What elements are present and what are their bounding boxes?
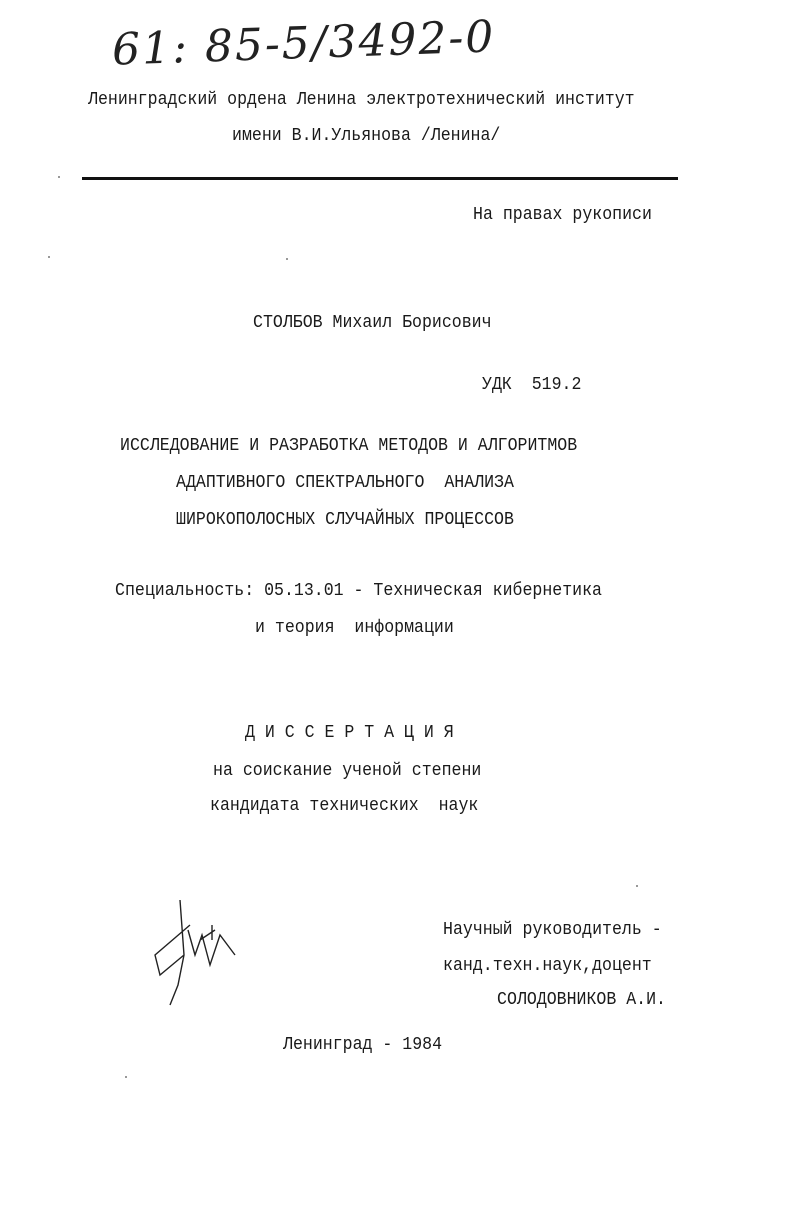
supervisor-line-1: Научный руководитель -	[443, 920, 662, 940]
manuscript-note: На правах рукописи	[473, 205, 652, 225]
title-line-2: АДАПТИВНОГО СПЕКТРАЛЬНОГО АНАЛИЗА	[176, 473, 514, 493]
institute-line-1: Ленинградский ордена Ленина электротехнический институт	[88, 90, 635, 110]
scan-speck	[125, 1076, 127, 1078]
specialty-line-2: и теория информации	[255, 618, 454, 638]
supervisor-name: СОЛОДОВНИКОВ А.И.	[497, 990, 666, 1010]
author-name: СТОЛБОВ Михаил Борисович	[253, 313, 492, 333]
place-year: Ленинград - 1984	[283, 1035, 443, 1055]
dissertation-heading: Д И С С Е Р Т А Ц И Я	[245, 723, 454, 743]
scan-speck	[286, 258, 288, 260]
header-divider	[82, 177, 678, 180]
title-line-3: ШИРОКОПОЛОСНЫХ СЛУЧАЙНЫХ ПРОЦЕССОВ	[176, 510, 514, 530]
archive-code-handwritten: 61: 85-5/3492-0	[111, 11, 497, 76]
scan-speck	[58, 176, 60, 178]
scan-speck	[636, 885, 638, 887]
title-line-1: ИССЛЕДОВАНИЕ И РАЗРАБОТКА МЕТОДОВ И АЛГОРИТМОВ	[120, 436, 578, 456]
signature	[140, 895, 250, 1015]
dissertation-line-2: кандидата технических наук	[210, 796, 479, 816]
supervisor-line-2: канд.техн.наук,доцент	[443, 956, 652, 976]
specialty-line-1: Специальность: 05.13.01 - Техническая кибернетика	[115, 581, 602, 601]
udk-code: УДК 519.2	[482, 375, 582, 395]
scan-speck	[48, 256, 50, 258]
dissertation-line-1: на соискание ученой степени	[213, 761, 482, 781]
institute-line-2: имени В.И.Ульянова /Ленина/	[232, 126, 501, 146]
